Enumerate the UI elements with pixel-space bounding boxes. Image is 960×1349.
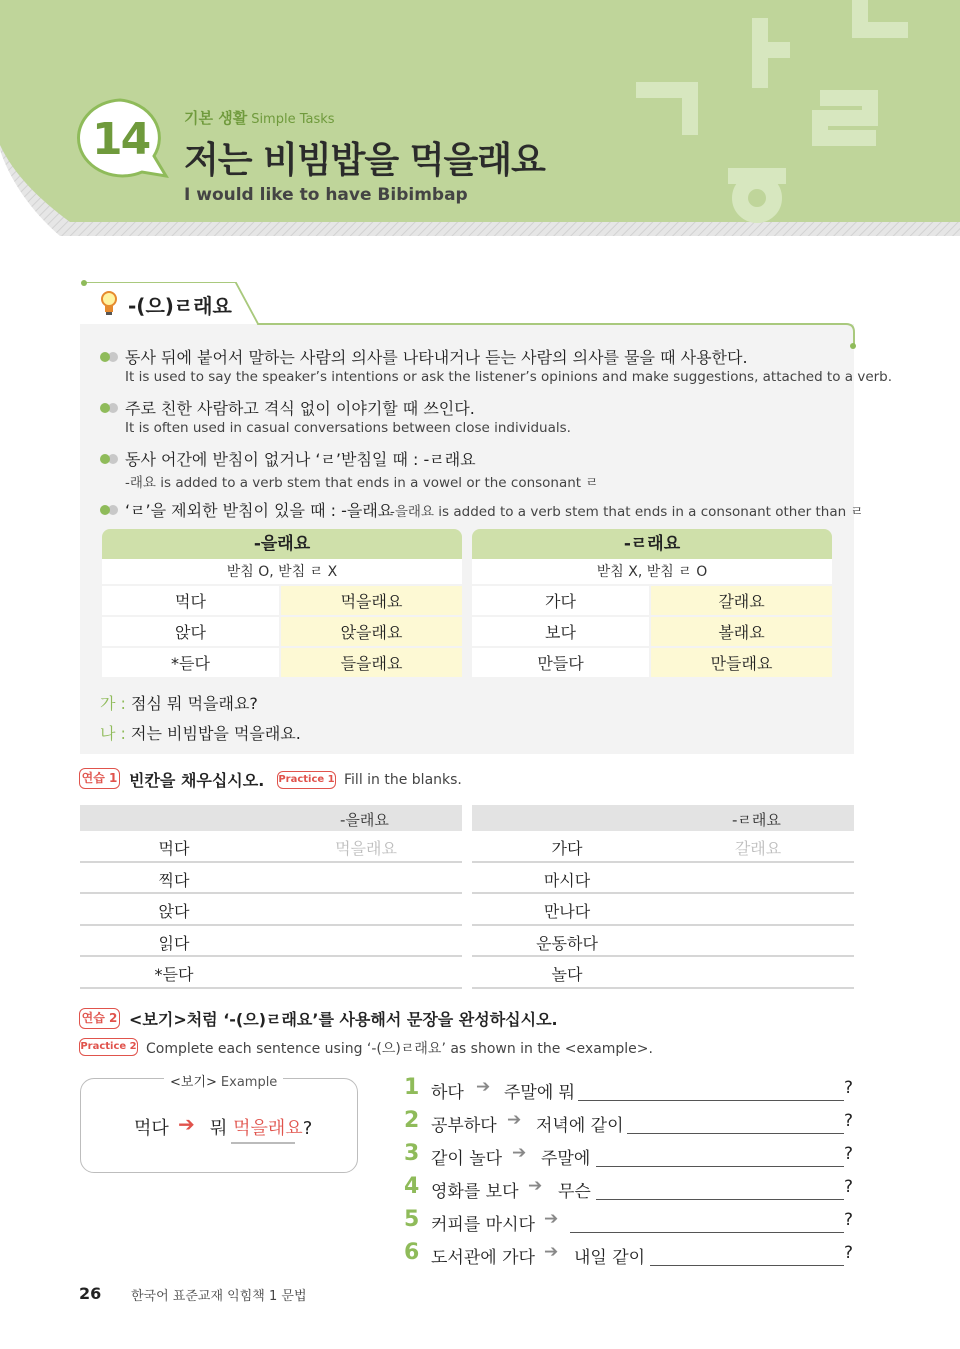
conjugation-table-eullaeyo [102,529,462,679]
question-mark: ? [844,1144,854,1164]
dialogue-line [100,691,258,714]
lightbulb-icon [99,289,119,317]
category-en: Simple Tasks [251,112,335,127]
book-title: 한국어 표준교재 익힘책 1 문법 [131,1289,307,1304]
exercise-item [404,1207,854,1240]
table-row: 만들다 만들래요 [472,648,832,679]
practice-badge-ko: 연습 2 [79,1008,120,1029]
practice-badge-ko: 연습 1 [79,768,120,789]
item-number: 5 [404,1207,420,1232]
item-cue: 주말에 [541,1149,591,1169]
answer-blank[interactable] [650,1265,844,1266]
practice-badge-en: Practice 2 [79,1038,138,1056]
item-number: 4 [404,1174,420,1199]
lesson-title-en: I would like to have Bibimbap [184,185,468,205]
lesson-title-ko: 저는 비빔밥을 먹을래요 [184,140,545,181]
item-verb: 같이 놀다 [431,1149,503,1169]
table-row[interactable]: 운동하다 [472,926,854,958]
table-header: -ㄹ래요 [472,529,832,559]
question-mark: ? [844,1177,854,1197]
grammar-title: -(으)ㄹ래요 [128,294,232,318]
practice2-instruction-ko: <보기>처럼 ‘-(으)ㄹ래요’를 사용해서 문장을 완성하십시오. [129,1010,558,1029]
conjugation-table-llaeyo [472,529,832,679]
arrow-icon: ➔ [476,1077,491,1097]
practice1-table-left [80,805,462,989]
table-header: -을래요 [80,805,462,831]
table-row[interactable]: *듣다 [80,957,462,989]
example-verb: 먹다 [134,1118,169,1139]
item-number: 6 [404,1240,420,1265]
lesson-number: 14 [92,114,150,165]
table-row[interactable]: 찍다 [80,863,462,895]
answer-blank[interactable] [596,1166,844,1167]
table-row: 가다 갈래요 [472,586,832,617]
dialogue-line [100,721,301,744]
question-mark: ? [844,1243,854,1263]
table-subheader: 받침 X, 받침 ㄹ O [472,559,832,586]
table-row[interactable]: 놀다 [472,957,854,989]
example-underline [231,1142,295,1144]
practice2-instruction-en: Complete each sentence using ‘-(으)ㄹ래요’ as shown in the <example>. [146,1041,653,1057]
item-number: 1 [404,1075,420,1100]
item-number: 2 [404,1108,420,1133]
arrow-icon: ➔ [544,1242,559,1262]
answer-blank[interactable] [596,1199,844,1200]
exercise-item [404,1108,854,1141]
bullet-icon [100,505,110,515]
table-row[interactable]: 만나다 [472,894,854,926]
answer-blank[interactable] [570,1232,844,1233]
practice-badge-en: Practice 1 [277,771,336,789]
table-subheader: 받침 O, 받침 ㄹ X [102,559,462,586]
answer-blank[interactable] [627,1133,844,1134]
item-verb: 도서관에 가다 [431,1248,535,1268]
exercise-item [404,1141,854,1174]
item-verb: 하다 [431,1083,464,1103]
exercise-item [404,1240,854,1273]
table-row[interactable]: 마시다 [472,863,854,895]
example-answer: 먹을래요 [335,839,397,858]
question-mark: ? [844,1210,854,1230]
arrow-icon: ➔ [544,1209,559,1229]
arrow-icon: ➔ [178,1112,195,1136]
speaker-label: 나 : [100,724,126,743]
table-row: 앉다 앉을래요 [102,617,462,648]
bullet-icon [100,352,110,362]
dialogue-text: 저는 비빔밥을 먹을래요. [131,724,301,743]
item-cue: 주말에 뭐 [504,1083,576,1103]
arrow-icon: ➔ [512,1143,527,1163]
lesson-category [184,107,335,128]
practice1-instruction-ko: 빈칸을 채우십시오. [129,771,265,790]
arrow-icon: ➔ [528,1176,543,1196]
category-ko: 기본 생활 [184,109,248,127]
item-verb: 커피를 마시다 [431,1215,535,1235]
example-answer: 먹을래요 [233,1118,303,1139]
lesson-header [0,0,960,236]
table-row: 먹다 먹을래요 [80,831,462,863]
table-row: 먹다 먹을래요 [102,586,462,617]
item-cue: 무슨 [558,1182,591,1202]
table-header: -ㄹ래요 [472,805,854,831]
question-mark: ? [844,1111,854,1131]
table-row[interactable]: 앉다 [80,894,462,926]
example-sentence: 뭐 먹을래요? [210,1118,313,1139]
item-number: 3 [404,1141,420,1166]
item-verb: 공부하다 [431,1116,497,1136]
practice1-instruction-en: Fill in the blanks. [344,772,462,788]
example-answer: 갈래요 [734,839,782,858]
item-cue: 저녁에 같이 [536,1116,624,1136]
table-row: 가다 갈래요 [472,831,854,863]
exercise-item [404,1174,854,1207]
bullet-icon [100,454,110,464]
table-header: -을래요 [102,529,462,559]
table-row: 보다 볼래요 [472,617,832,648]
page-number: 26 [79,1284,102,1303]
speaker-label: 가 : [100,694,126,713]
answer-blank[interactable] [578,1100,844,1101]
table-row[interactable]: 읽다 [80,926,462,958]
item-cue: 내일 같이 [574,1248,646,1268]
bullet-icon [100,403,110,413]
table-row: *듣다 들을래요 [102,648,462,679]
item-verb: 영화를 보다 [431,1182,519,1202]
question-mark: ? [844,1078,854,1098]
arrow-icon: ➔ [507,1110,522,1130]
exercise-item [404,1075,854,1108]
dialogue-text: 점심 뭐 먹을래요? [131,694,258,713]
example-label: <보기> Example [164,1071,283,1090]
practice1-table-right [472,805,854,989]
